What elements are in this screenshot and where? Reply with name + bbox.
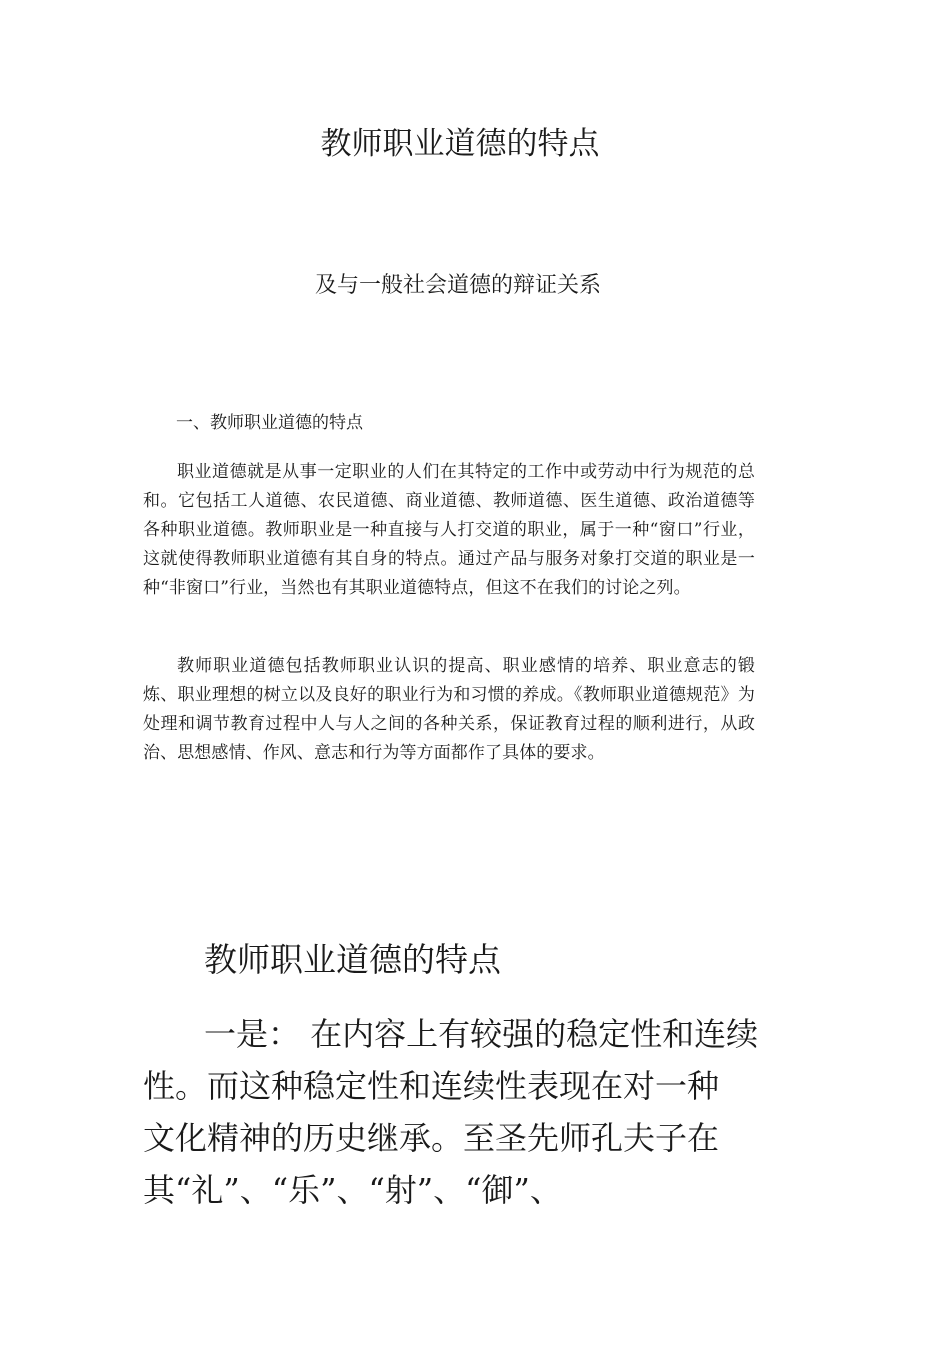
section-heading: 一、教师职业道德的特点 — [176, 413, 363, 433]
large-paragraph-line: 文化精神的历史继承。至圣先师孔夫子在 — [143, 1119, 720, 1157]
document-title: 教师职业道德的特点 — [320, 126, 600, 162]
large-paragraph-line: 性。而这种稳定性和连续性表现在对一种 — [143, 1067, 720, 1105]
paragraph: 职业道德就是从事一定职业的人们在其特定的工作中或劳动中行为规范的总和。它包括工人道德、农民道德、商业道德、教师道德、医生道德、政治道德等各种职业道德。教师职业是一种直接与人打交道的职业，属于一种“窗口”行业，这就使得教师职业道德有其自身的特点。通过产品与服务对象打交道的职业是一种“非窗口”行业，当然也有其职业道德特点，但这不在我们的讨论之列。 — [143, 462, 755, 598]
document-subtitle: 及与一般社会道德的辩证关系 — [314, 273, 601, 298]
large-paragraph-line: 一是： 在内容上有较强的稳定性和连续 — [204, 1015, 759, 1053]
paragraph: 教师职业道德包括教师职业认识的提高、职业感情的培养、职业意志的锻炼、职业理想的树立以及良好的职业行为和习惯的养成。《教师职业道德规范》为处理和调节教育过程中人与人之间的各种关系，保证教育过程的顺利进行，从政治、思想感情、作风、意志和行为等方面都作了具体的要求。 — [143, 656, 755, 763]
large-paragraph — [143, 1008, 763, 1216]
large-paragraph-line: 其“礼”、“乐”、“射”、“御”、 — [143, 1171, 562, 1209]
large-heading: 教师职业道德的特点 — [204, 940, 501, 979]
